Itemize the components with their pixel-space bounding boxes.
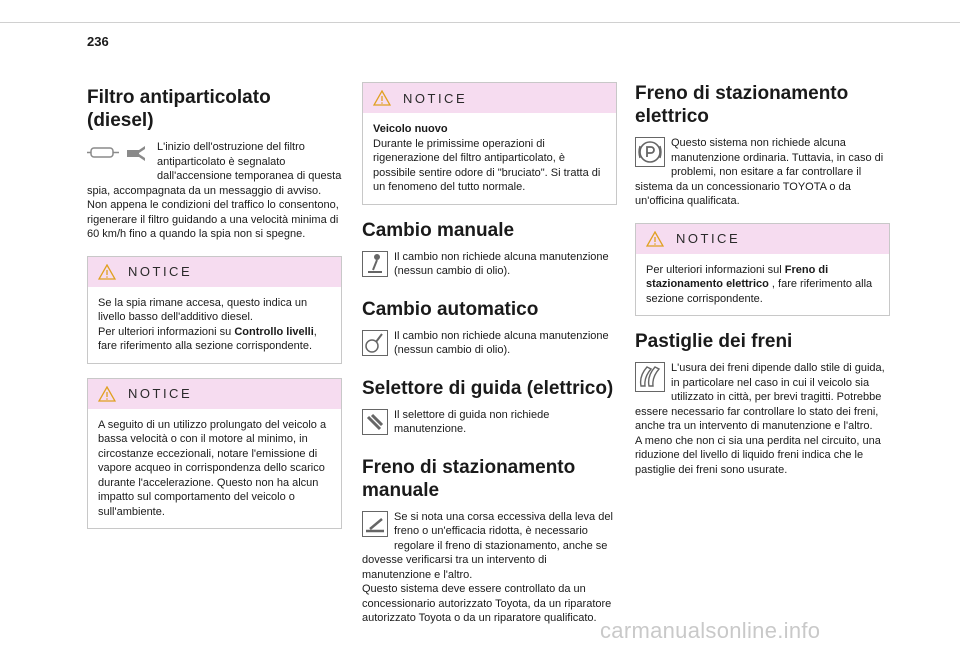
notice-title: [373, 122, 606, 137]
warning-triangle-icon: [373, 90, 391, 106]
notice-body: [363, 113, 616, 204]
brake-pads-text-2: A meno che non ci sia una perdita nel circuito, una riduzione del livello di liquido freni indica che le pastiglie dei freni sono usurate.: [635, 434, 881, 476]
page-number: 236: [87, 34, 109, 49]
notice-text-suffix: , fare riferimento alla sezione corrispondente.: [646, 278, 873, 305]
notice-box-new-vehicle: [362, 82, 617, 205]
notice-text-prefix: Per ulteriori informazioni sul: [646, 263, 785, 276]
notice-body: A seguito di un utilizzo prolungato del veicolo a bassa velocità o con il motore al minimo, in circostanze eccezionali, notare l'emissione di vapore acqueo in corrispondenza dello scarico durante l'accelerazione. Questo non ha alcun impatto sul comportamento del veicolo o sull'ambiente.: [98, 418, 327, 518]
column-3: [635, 82, 890, 491]
notice-header: [636, 224, 889, 254]
manual-parking-brake-text-1: Se si nota una corsa eccessiva della leva del freno o un'efficacia ridotta, è necessario regolare il freno di stazionamento, anche se dovesse verificarsi tra un intervento di manutenzione e l'altro.: [362, 510, 613, 581]
drive-selector-section: [362, 377, 617, 442]
notice-label: NOTICE: [676, 231, 741, 246]
dpf-title: Filtro antiparticolato (diesel): [87, 87, 271, 131]
notice-body: [88, 287, 341, 363]
notice-header: [88, 379, 341, 409]
warning-triangle-icon: [646, 231, 664, 247]
notice-label: NOTICE: [403, 90, 468, 106]
dpf-text-1: L'inizio dell'ostruzione del filtro antiparticolato è segnalato dall'accensione temporanea di questa spia, accompagnata da un messaggio di avviso.: [87, 141, 342, 197]
top-rule: [0, 22, 960, 23]
notice-text-suffix: , fare riferimento alla sezione corrispondente.: [98, 325, 317, 352]
handbrake-lever-icon: [362, 511, 388, 542]
automatic-gearbox-title: Cambio automatico: [362, 298, 539, 320]
notice-bold-ref: Freno di stazionamento elettrico: [646, 263, 829, 290]
manual-parking-brake-section: [362, 456, 617, 626]
notice-box-epb: [635, 223, 890, 317]
drive-selector-title: Selettore di guida (elettrico): [362, 377, 614, 399]
electric-parking-brake-title: Freno di stazionamento elettrico: [635, 83, 849, 127]
manual-parking-brake-title: Freno di stazionamento manuale: [362, 456, 576, 501]
brake-pads-title: Pastiglie dei freni: [635, 331, 793, 352]
notice-box-additive: [87, 256, 342, 364]
warning-triangle-icon: [98, 386, 116, 402]
notice-header: [363, 83, 616, 113]
notice-title-text: Veicolo nuovo: [373, 123, 448, 135]
notice-header: [88, 257, 341, 287]
dpf-section: [87, 86, 342, 242]
notice-label: NOTICE: [128, 264, 193, 279]
brake-pads-section: [635, 330, 890, 477]
column-1: [87, 86, 342, 543]
notice-text-prefix: Per ulteriori informazioni su: [98, 325, 235, 338]
dpf-warning-icon: [87, 141, 151, 168]
electric-parking-brake-section: [635, 82, 890, 209]
notice-text-1: Se la spia rimane accesa, questo indica un livello basso dell'additivo diesel.: [98, 296, 308, 323]
manual-gearbox-section: [362, 219, 617, 284]
brake-pads-icon: [635, 362, 665, 397]
notice-label: NOTICE: [128, 386, 193, 401]
manual-gearbox-text: Il cambio non richiede alcuna manutenzione (nessun cambio di olio).: [394, 250, 609, 277]
notice-bold-ref: Controllo livelli: [234, 325, 314, 338]
notice-body: [636, 254, 889, 316]
watermark: carmanualsonline.info: [600, 618, 821, 643]
automatic-gearbox-text: Il cambio non richiede alcuna manutenzione (nessun cambio di olio).: [394, 329, 609, 356]
notice-text: Durante le primissime operazioni di rigenerazione del filtro antiparticolato, è possibile sentire odore di "bruciato". Si tratta di un fenomeno del tutto normale.: [373, 137, 601, 193]
manual-parking-brake-text-2: Questo sistema deve essere controllato da un concessionario autorizzato Toyota, da un riparatore autorizzato Toyota o da un riparatore qualificato.: [362, 583, 612, 624]
drive-selector-icon: [362, 409, 388, 440]
parking-brake-p-icon: [635, 137, 665, 172]
dpf-text-2: Non appena le condizioni del traffico lo consentono, rigenerare il filtro guidando a una velocità minima di 60 km/h fino a quando la spia non si spegne.: [87, 199, 339, 240]
automatic-gearbox-icon: [362, 330, 388, 361]
drive-selector-text: Il selettore di guida non richiede manutenzione.: [394, 408, 550, 435]
electric-parking-brake-text: Questo sistema non richiede alcuna manutenzione ordinaria. Tuttavia, in caso di problemi, non esitare a far controllare il sistema da un concessionario TOYOTA o da un'officina qualificata.: [635, 137, 884, 207]
brake-pads-text-1: L'usura dei freni dipende dallo stile di guida, in particolare nel caso in cui il veicolo sia utilizzato in città, per brevi tragitti. Potrebbe essere necessario far controllare lo stato dei freni, anche tra un intervento di manutenzione e l'altro.: [635, 362, 885, 432]
manual-gearbox-icon: [362, 251, 388, 282]
notice-text-2: [98, 325, 331, 354]
notice-box-vapour: [87, 378, 342, 530]
column-2: [362, 82, 617, 640]
warning-triangle-icon: [98, 264, 116, 280]
automatic-gearbox-section: [362, 298, 617, 363]
manual-gearbox-title: Cambio manuale: [362, 219, 515, 241]
